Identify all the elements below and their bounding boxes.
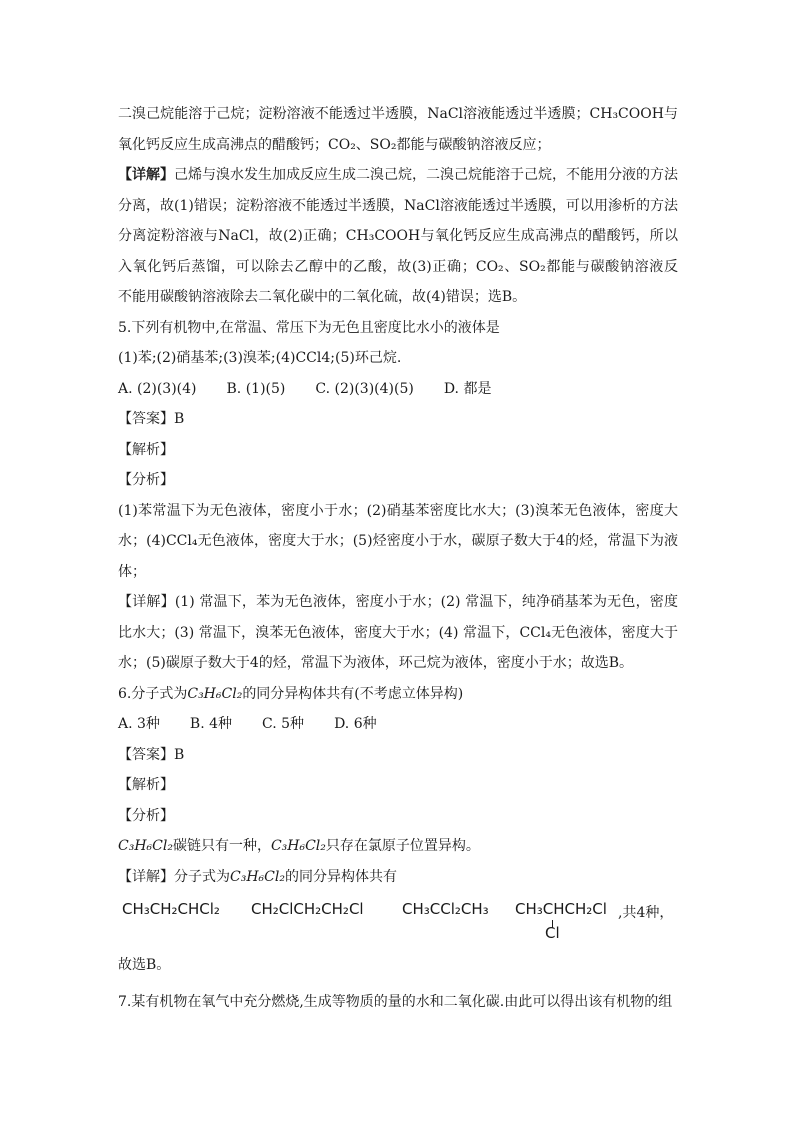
text-line: 分离淀粉溶液与NaCl，故(2)正确；CH₃COOH与氧化钙反应生成高沸点的醋酸钙，所以 bbox=[118, 228, 678, 244]
answer-label: 【答案】B bbox=[118, 746, 185, 763]
question-6-options bbox=[118, 709, 678, 740]
text-line: 比水大；(3) 常温下，溴苯无色液体，密度大于水；(4) 常温下，CCl₄无色液体，密度大于 bbox=[118, 624, 678, 641]
option-b: B. (1)(5) bbox=[226, 380, 286, 397]
text-line bbox=[118, 587, 678, 618]
jiexi-label: 【解析】 bbox=[118, 777, 174, 793]
isomer-4-branch: Cl bbox=[545, 924, 560, 942]
isomer-1: CH₃CH₂CHCl₂ bbox=[122, 900, 220, 918]
text-line bbox=[118, 862, 678, 893]
text-line: 入氧化钙后蒸馏，可以除去乙醇中的乙酸，故(3)正确；CO₂、SO₂都能与碳酸钠溶液反 bbox=[118, 258, 678, 275]
isomer-3: CH₃CCl₂CH₃ bbox=[402, 900, 489, 918]
jiexi-label: 【解析】 bbox=[118, 441, 174, 458]
isomer-4 bbox=[515, 900, 607, 942]
option-a: A. (2)(3)(4) bbox=[118, 380, 197, 397]
text-span: 6.分子式为 bbox=[118, 685, 188, 702]
option-d: D. 6种 bbox=[334, 716, 377, 732]
text-line: 水；(4)CCl₄无色液体，密度大于水；(5)烃密度小于水，碳原子数大于4的烃，常温下为液 bbox=[118, 533, 678, 549]
question-6 bbox=[118, 679, 678, 710]
option-a: A. 3种 bbox=[118, 716, 160, 732]
document-content bbox=[118, 99, 678, 1017]
fenxi-label: 【分析】 bbox=[118, 472, 174, 488]
question-5-options bbox=[118, 374, 678, 405]
isomer-tail: ,共4种， bbox=[618, 905, 674, 921]
option-c: C. 5种 bbox=[262, 716, 305, 732]
isomer-4-main: CH₃CHCH₂Cl bbox=[515, 900, 607, 918]
detail-tag: 【详解】 bbox=[118, 868, 174, 885]
isomer-formulas bbox=[118, 894, 678, 950]
option-d: D. 都是 bbox=[443, 380, 492, 397]
text-line bbox=[118, 160, 678, 191]
question-5: 5.下列有机物中,在常温、常压下为无色且密度比水小的液体是 bbox=[118, 319, 500, 336]
text-span: 只存在氯原子位置异构。 bbox=[325, 838, 480, 854]
text-line bbox=[118, 831, 678, 862]
formula: C₃H₆Cl₂ bbox=[270, 838, 326, 854]
text-span: 己烯与溴水发生加成反应生成二溴己烷，二溴己烷能溶于己烷，不能用分液的方法 bbox=[174, 167, 678, 183]
text-span: 的同分异构体共有 bbox=[284, 868, 397, 885]
text-line: 不能用碳酸钠溶液除去二氧化碳中的二氧化硫，故(4)错误；选B。 bbox=[118, 289, 527, 305]
option-c: C. (2)(3)(4)(5) bbox=[315, 380, 414, 397]
option-b: B. 4种 bbox=[189, 716, 233, 732]
question-5-items: (1)苯;(2)硝基苯;(3)溴苯;(4)CCl4;(5)环己烷. bbox=[118, 350, 402, 366]
text-line: 故选B。 bbox=[118, 957, 171, 973]
text-line: 水；(5)碳原子数大于4的烃，常温下为液体，环己烷为液体，密度小于水；故选B。 bbox=[118, 655, 634, 671]
formula: C₃H₆Cl₂ bbox=[118, 838, 173, 854]
detail-tag: 【详解】 bbox=[118, 594, 175, 610]
text-span: 的同分异构体共有(不考虑立体异构) bbox=[242, 685, 464, 702]
text-span: 分子式为 bbox=[174, 868, 230, 885]
text-line: 氧化钙反应生成高沸点的醋酸钙；CO₂、SO₂都能与碳酸钠溶液反应； bbox=[118, 136, 551, 153]
text-span: (1) 常温下，苯为无色液体，密度小于水；(2) 常温下，纯净硝基苯为无色，密度 bbox=[174, 594, 678, 610]
text-span: 碳链只有一种， bbox=[172, 838, 271, 854]
text-line: 体； bbox=[118, 563, 146, 580]
text-line: 二溴己烷能溶于己烷；淀粉溶液不能透过半透膜，NaCl溶液能透过半透膜；CH₃COOH与 bbox=[118, 106, 678, 122]
question-7: 7.某有机物在氧气中充分燃烧,生成等物质的量的水和二氧化碳.由此可以得出该有机物的组 bbox=[118, 993, 673, 1010]
answer-label: 【答案】B bbox=[118, 411, 185, 427]
fenxi-label: 【分析】 bbox=[118, 807, 174, 824]
detail-tag: 【详解】 bbox=[118, 167, 174, 183]
text-line: (1)苯常温下为无色液体，密度小于水；(2)硝基苯密度比水大；(3)溴苯无色液体，密度大 bbox=[118, 502, 678, 519]
formula: C₃H₆Cl₂ bbox=[187, 685, 243, 702]
formula: C₃H₆Cl₂ bbox=[230, 868, 285, 885]
text-line: 分离，故(1)错误；淀粉溶液不能透过半透膜，NaCl溶液能透过半透膜，可以用渗析的方法 bbox=[118, 197, 678, 214]
isomer-2: CH₂ClCH₂CH₂Cl bbox=[251, 900, 364, 918]
